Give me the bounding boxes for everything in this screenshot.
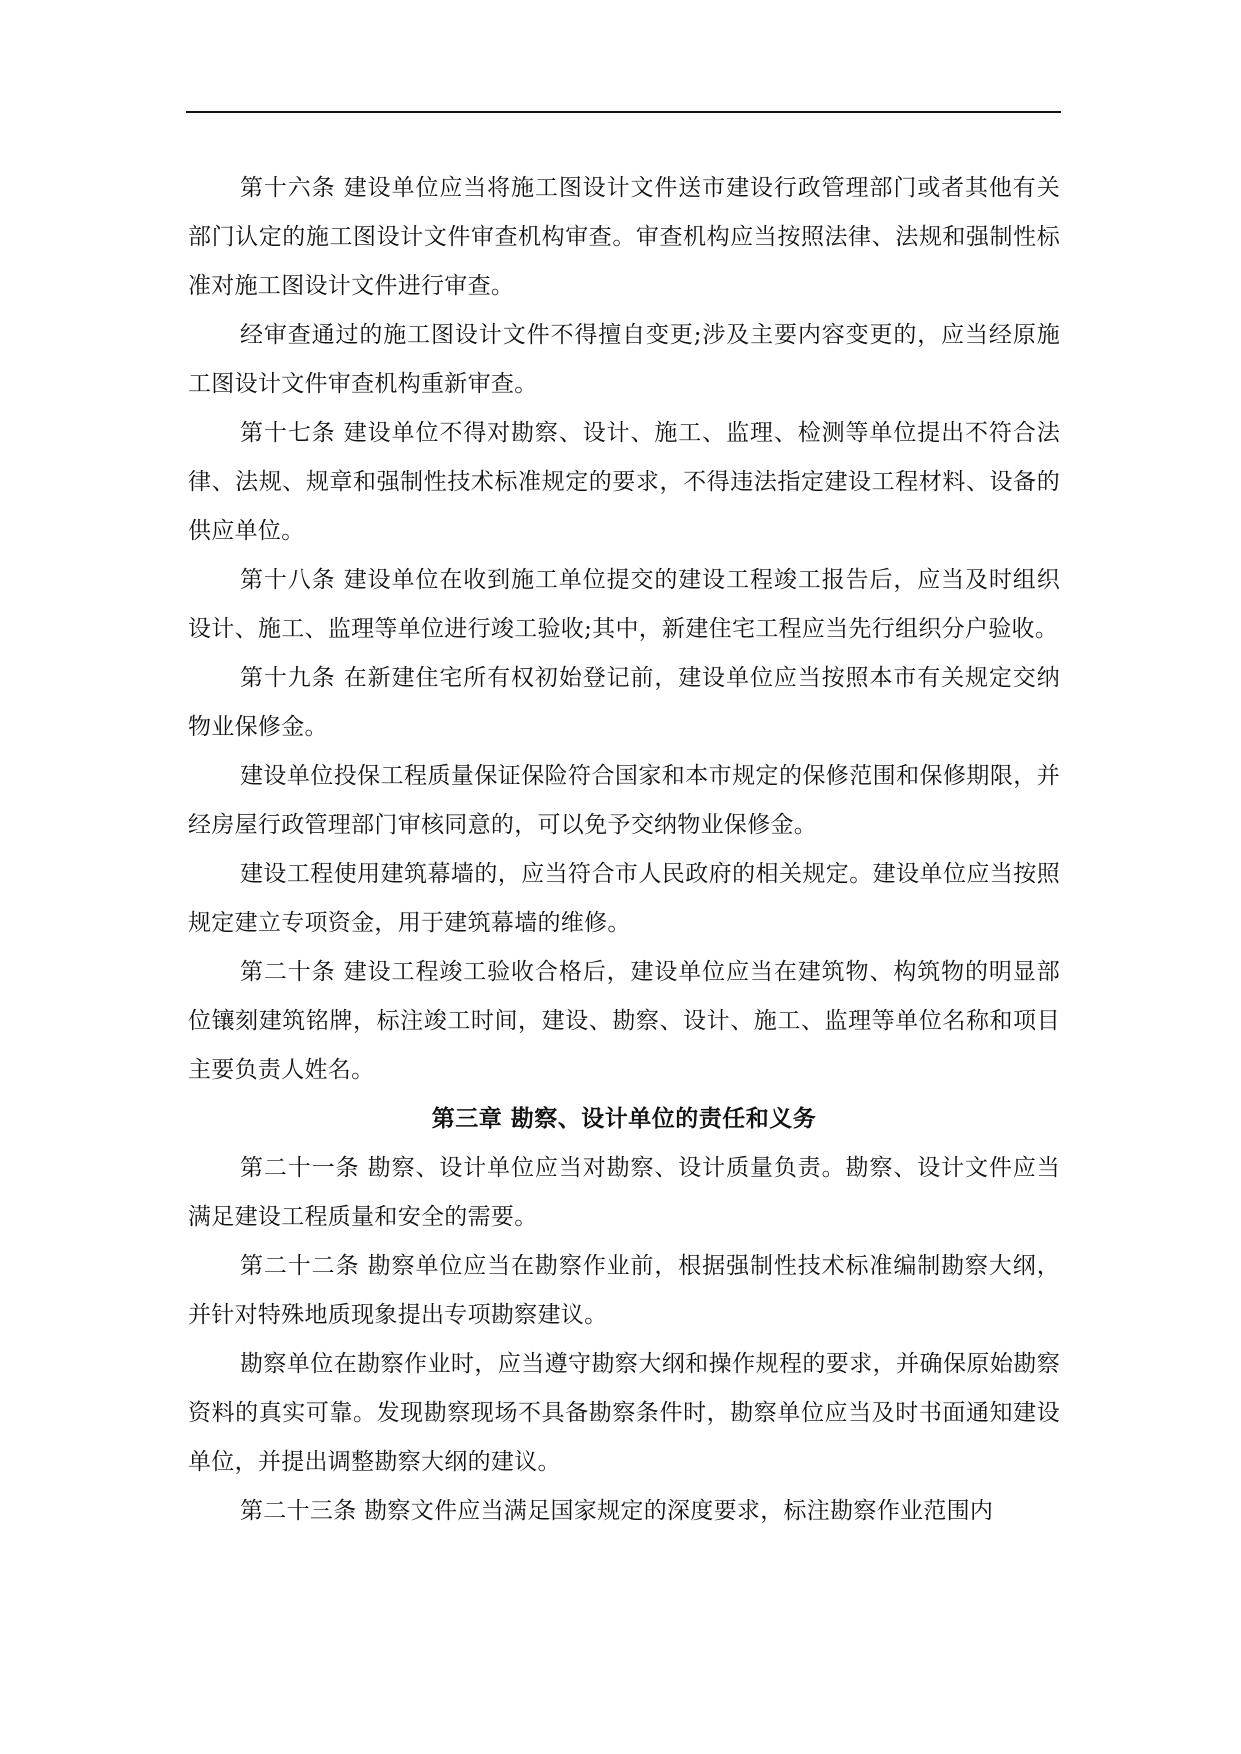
article-19-second-paragraph: 建设单位投保工程质量保证保险符合国家和本市规定的保修范围和保修期限，并经房屋行政管理部门审核同意的，可以免予交纳物业保修金。 [188, 763, 1060, 838]
article-22-paragraph: 第二十二条 勘察单位应当在勘察作业前，根据强制性技术标准编制勘察大纲，并针对特殊地质现象提出专项勘察建议。 [188, 1253, 1060, 1328]
article-22-second-paragraph: 勘察单位在勘察作业时，应当遵守勘察大纲和操作规程的要求，并确保原始勘察资料的真实可靠。发现勘察现场不具备勘察条件时，勘察单位应当及时书面通知建设单位，并提出调整勘察大纲的建议。 [188, 1351, 1060, 1475]
article-19-paragraph: 第十九条 在新建住宅所有权初始登记前，建设单位应当按照本市有关规定交纳物业保修金。 [188, 665, 1060, 740]
article-21-paragraph: 第二十一条 勘察、设计单位应当对勘察、设计质量负责。勘察、设计文件应当满足建设工程质量和安全的需要。 [188, 1155, 1060, 1230]
article-19-third-paragraph: 建设工程使用建筑幕墙的，应当符合市人民政府的相关规定。建设单位应当按照规定建立专项资金，用于建筑幕墙的维修。 [188, 861, 1060, 936]
document-body [188, 164, 1060, 1536]
article-20-paragraph: 第二十条 建设工程竣工验收合格后，建设单位应当在建筑物、构筑物的明显部位镶刻建筑铭牌，标注竣工时间，建设、勘察、设计、施工、监理等单位名称和项目主要负责人姓名。 [188, 959, 1060, 1083]
header-rule [186, 111, 1061, 113]
article-23-paragraph: 第二十三条 勘察文件应当满足国家规定的深度要求，标注勘察作业范围内 [240, 1498, 994, 1524]
article-17-paragraph: 第十七条 建设单位不得对勘察、设计、施工、监理、检测等单位提出不符合法律、法规、规章和强制性技术标准规定的要求，不得违法指定建设工程材料、设备的供应单位。 [188, 420, 1060, 544]
article-16-second-paragraph: 经审查通过的施工图设计文件不得擅自变更;涉及主要内容变更的，应当经原施工图设计文件审查机构重新审查。 [188, 322, 1060, 397]
chapter-heading: 第三章 勘察、设计单位的责任和义务 [431, 1106, 817, 1132]
article-16-paragraph: 第十六条 建设单位应当将施工图设计文件送市建设行政管理部门或者其他有关部门认定的施工图设计文件审查机构审查。审查机构应当按照法律、法规和强制性标准对施工图设计文件进行审查。 [188, 175, 1060, 299]
article-18-paragraph: 第十八条 建设单位在收到施工单位提交的建设工程竣工报告后，应当及时组织设计、施工、监理等单位进行竣工验收;其中，新建住宅工程应当先行组织分户验收。 [188, 567, 1060, 642]
